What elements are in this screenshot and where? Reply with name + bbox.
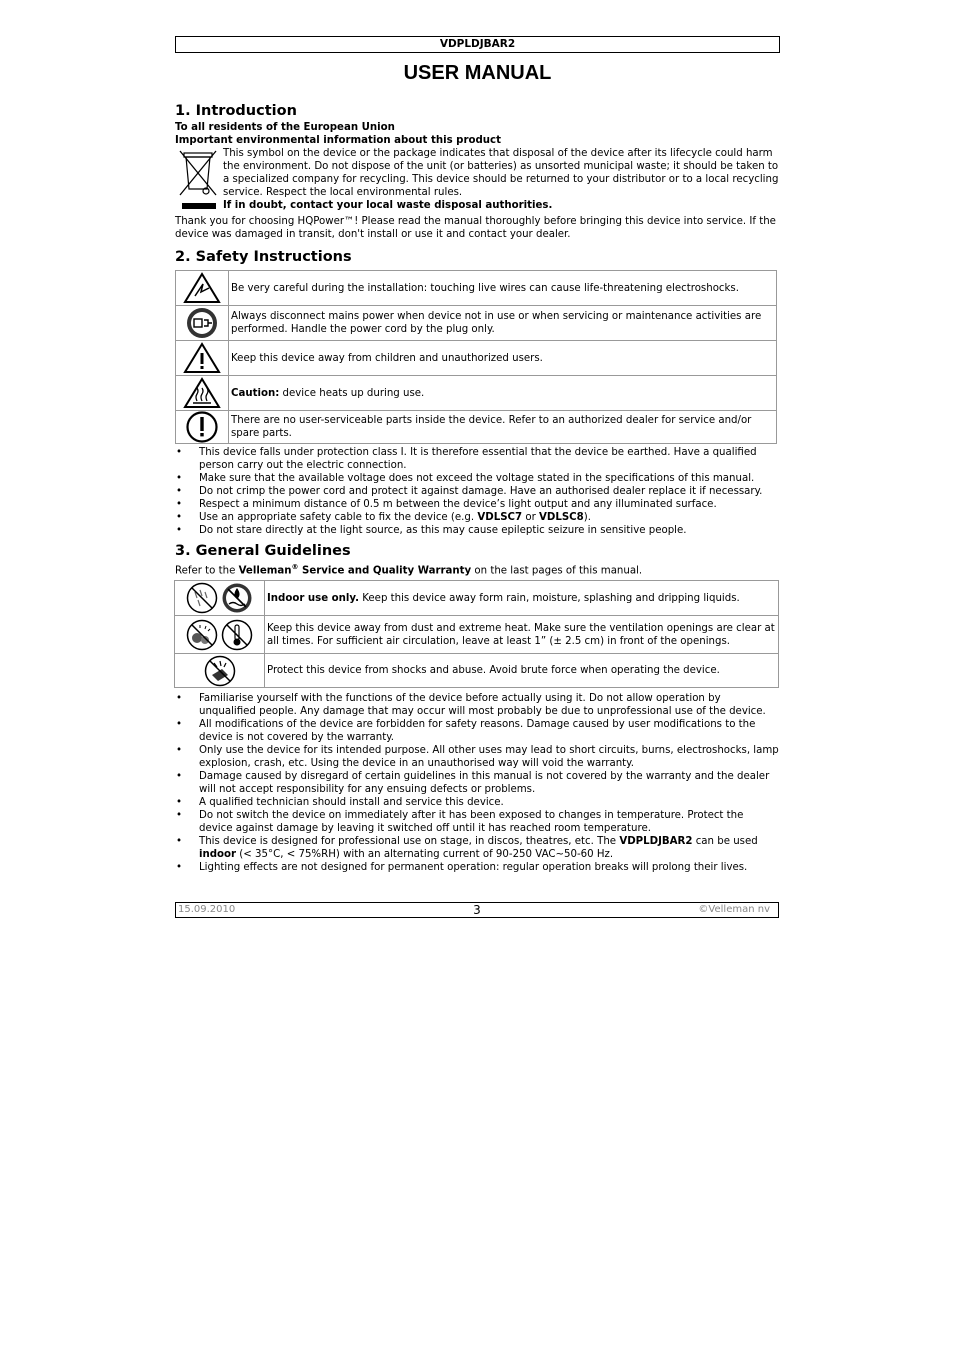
list-item: • Make sure that the available voltage does not exceed the voltage stated in the specifications of this manual. xyxy=(175,472,780,485)
guideline-row xyxy=(175,581,779,616)
model-header: VDPLDJBAR2 xyxy=(175,36,780,53)
page-number: 3 xyxy=(473,903,481,917)
list-item: • Damage caused by disregard of certain guidelines in this manual is not covered by the warranty and the dealer will not accept responsibility for any ensuing defects or problems. xyxy=(175,770,780,796)
no-rain-icon xyxy=(186,582,218,614)
list-item: • Lighting effects are not designed for permanent operation: regular operation breaks will prolong their lives. xyxy=(175,861,780,874)
list-item: • All modifications of the device are forbidden for safety reasons. Damage caused by user modifications to the device is not covered by the warranty. xyxy=(175,718,780,744)
guideline-text: Indoor use only. Keep this device away form rain, moisture, splashing and dripping liquids. xyxy=(265,581,779,616)
safety-row xyxy=(176,271,777,306)
exclamation-circle-icon xyxy=(176,411,228,443)
list-item: • A qualified technician should install and service this device. xyxy=(175,796,780,809)
list-item: • Do not crimp the power cord and protect it against damage. Have an authorised dealer replace it if necessary. xyxy=(175,485,780,498)
intro-sub-env: Important environmental information about this product xyxy=(175,135,501,146)
guideline-row xyxy=(175,654,779,688)
safety-text: There are no user-serviceable parts inside the device. Refer to an authorized dealer for service and/or spare parts. xyxy=(229,411,777,444)
list-item: • Use an appropriate safety cable to fix the device (e.g. VDLSC7 or VDLSC8). xyxy=(175,511,780,524)
no-shock-icon xyxy=(175,655,264,687)
safety-row xyxy=(176,341,777,376)
caution-label: Caution: xyxy=(231,387,280,399)
safety-text xyxy=(229,376,777,411)
weee-block xyxy=(175,147,780,212)
caution-text: device heats up during use. xyxy=(279,387,425,399)
guidelines-bullets xyxy=(175,692,780,874)
safety-row xyxy=(176,376,777,411)
list-item: • This device is designed for professional use on stage, in discos, theatres, etc. The VDPLDJBAR2 can be used indoor (< 35°C, < 75%RH) with an alternating current of 90-250 VAC~50-60 Hz. xyxy=(175,835,780,861)
safety-text: Be very careful during the installation: touching live wires can cause life-threatening electroshocks. xyxy=(229,271,777,306)
guideline-text: Keep this device away from dust and extreme heat. Make sure the ventilation openings are clear at all times. For sufficient air circulation, leave at least 1” (± 2.5 cm) in front of the openings. xyxy=(265,616,779,654)
guidelines-heading: 3. General Guidelines xyxy=(175,543,351,559)
general-warning-icon xyxy=(176,342,228,374)
manual-page xyxy=(175,36,780,874)
safety-row xyxy=(176,411,777,444)
safety-table xyxy=(175,270,777,444)
list-item: • Only use the device for its intended purpose. All other uses may lead to short circuits, burns, electroshocks, lamp explosion, crash, etc. Using the device in an unauthorised way will void the warranty. xyxy=(175,744,780,770)
hot-surface-icon xyxy=(176,377,228,409)
indoor-label: Indoor use only. xyxy=(267,592,359,604)
footer-copyright: ©Velleman nv xyxy=(698,904,770,915)
safety-text: Always disconnect mains power when device not in use or when servicing or maintenance activities are performed. Handle the power cord by the plug only. xyxy=(229,306,777,341)
weee-bold: If in doubt, contact your local waste disposal authorities. xyxy=(223,200,553,211)
safety-row xyxy=(176,306,777,341)
warranty-reference: Refer to the Velleman® Service and Quality Warranty on the last pages of this manual. xyxy=(175,563,643,577)
list-item: • Do not switch the device on immediately after it has been exposed to changes in temperature. Protect the device against damage by leaving it switched off until it has reached room temperature. xyxy=(175,809,780,835)
safety-heading: 2. Safety Instructions xyxy=(175,249,352,265)
cable-model-2: VDLSC8 xyxy=(539,512,584,523)
intro-heading: 1. Introduction xyxy=(175,103,297,119)
crossed-bin-icon xyxy=(175,147,223,212)
model-name: VDPLDJBAR2 xyxy=(619,836,693,848)
list-item: • This device falls under protection class I. It is therefore essential that the device be earthed. Have a qualified person carry out the electric connection. xyxy=(175,446,780,472)
indoor-word: indoor xyxy=(199,849,237,861)
footer-date: 15.09.2010 xyxy=(178,904,236,915)
guidelines-table xyxy=(174,580,779,688)
weee-text: This symbol on the device or the package indicates that disposal of the device after its lifecycle could harm the environment. Do not dispose of the unit (or batteries) as unsorted municipal waste; it should be taken to a specialized company for recycling. This device should be returned to your distributor or to a local recycling service. Respect the local environmental rules. xyxy=(223,148,779,198)
guideline-text: Protect this device from shocks and abuse. Avoid brute force when operating the device. xyxy=(265,654,779,688)
cable-model-1: VDLSC7 xyxy=(477,512,523,523)
no-dust-icon xyxy=(186,619,218,651)
list-item: • Familiarise yourself with the functions of the device before actually using it. Do not allow operation by unqualified people. Any damage that may occur will most probably be due to unprofessional use of the device. xyxy=(175,692,780,718)
page-footer xyxy=(175,902,779,918)
unplug-icon xyxy=(176,307,228,339)
guideline-row xyxy=(175,616,779,654)
list-item: • Respect a minimum distance of 0.5 m between the device’s light output and any illuminated surface. xyxy=(175,498,780,511)
safety-text: Keep this device away from children and unauthorized users. xyxy=(229,341,777,376)
intro-sub-eu: To all residents of the European Union xyxy=(175,122,395,133)
page-title: USER MANUAL xyxy=(403,62,552,84)
no-heat-icon xyxy=(221,619,253,651)
safety-bullets xyxy=(175,446,780,537)
no-water-icon xyxy=(221,582,253,614)
list-item: • Do not stare directly at the light source, as this may cause epileptic seizure in sensitive people. xyxy=(175,524,780,537)
electric-shock-warning-icon xyxy=(176,272,228,304)
intro-thanks: Thank you for choosing HQPower™! Please read the manual thoroughly before bringing this device into service. If the device was damaged in transit, don't install or use it and contact your dealer. xyxy=(175,216,776,240)
